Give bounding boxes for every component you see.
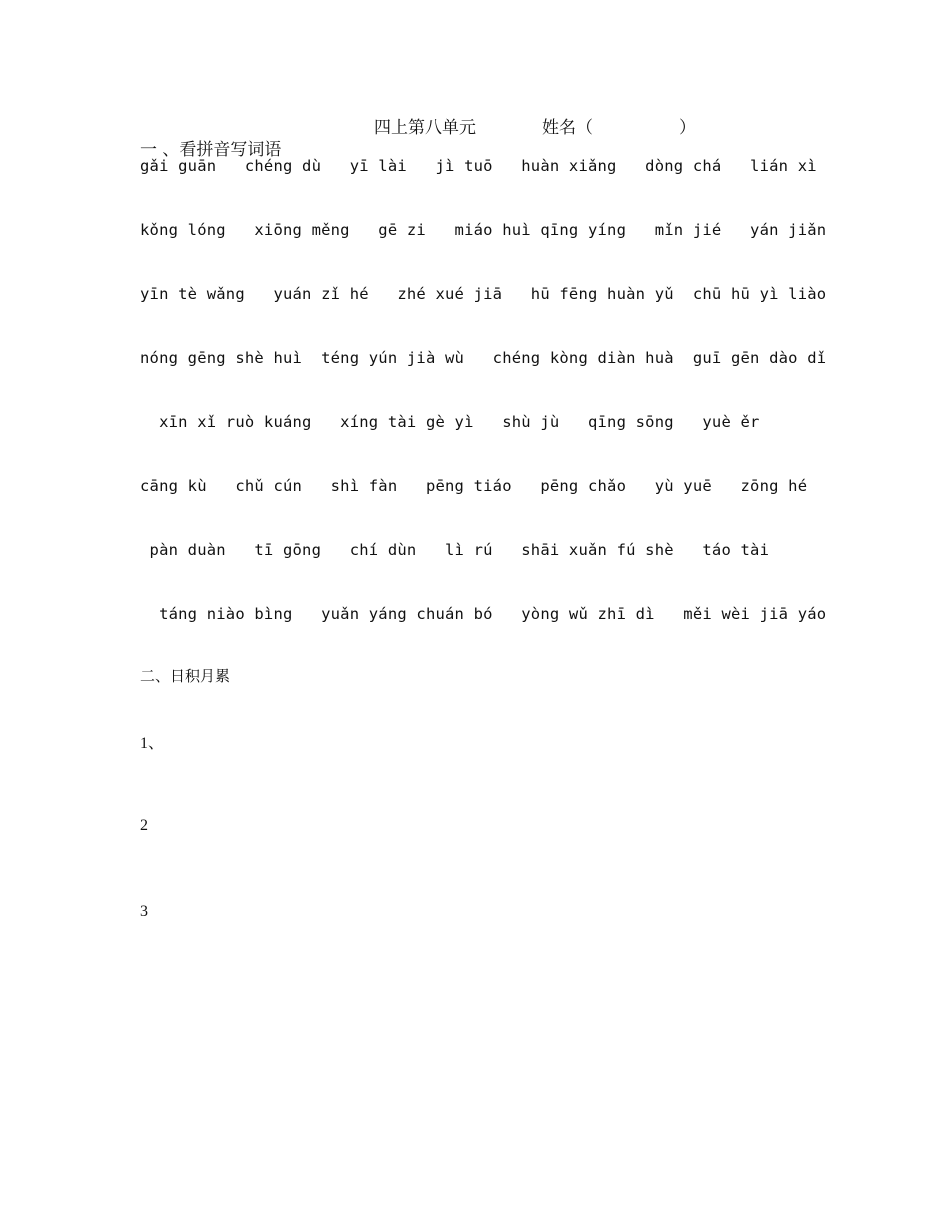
page-title — [374, 113, 696, 138]
pinyin-row-4: nóng gēng shè huì téng yún jià wù chéng kòng diàn huà guī gēn dào dǐ — [140, 349, 827, 367]
item-number-3: 3 — [140, 903, 148, 920]
name-close-paren: ） — [679, 118, 696, 138]
pinyin-row-7: pàn duàn tī gōng chí dùn lì rú shāi xuǎn fú shè táo tài — [140, 541, 770, 559]
section-heading-daily-accumulation: 二、日积月累 — [140, 667, 231, 685]
item-number-2: 2 — [140, 817, 148, 834]
item-number-1: 1、 — [140, 735, 165, 752]
pinyin-row-8: táng niào bìng yuǎn yáng chuán bó yòng wǔ zhī dì měi wèi jiā yáo — [140, 605, 827, 623]
name-label: 姓名（ — [542, 118, 593, 138]
pinyin-row-1: gǎi guān chéng dù yī lài jì tuō huàn xiǎng dòng chá lián xì — [140, 157, 817, 175]
unit-title: 四上第八单元 — [374, 118, 476, 138]
pinyin-row-5: xīn xǐ ruò kuáng xíng tài gè yì shù jù qīng sōng yuè ěr — [140, 413, 760, 431]
section-heading-pinyin: 一 、看拼音写词语 — [140, 140, 282, 160]
pinyin-row-6: cāng kù chǔ cún shì fàn pēng tiáo pēng chǎo yù yuē zōng hé — [140, 477, 808, 495]
pinyin-row-2: kǒng lóng xiōng měng gē zi miáo huì qīng yíng mǐn jié yán jiǎn — [140, 221, 827, 239]
pinyin-row-3: yīn tè wǎng yuán zǐ hé zhé xué jiā hū fēng huàn yǔ chū hū yì liào — [140, 285, 827, 303]
